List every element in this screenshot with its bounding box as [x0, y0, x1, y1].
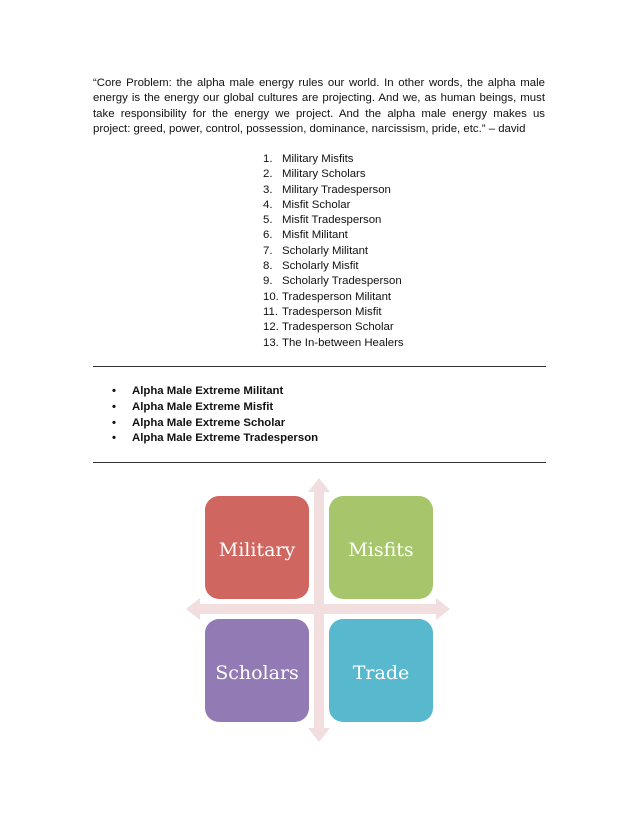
core-problem-quote: “Core Problem: the alpha male energy rules our world. In other words, the alpha male energy is the energy our global cultures are projecting. And we, as human beings, must take responsibility for the energy we project. And the alpha male energy makes us project: greed, power, control, possession, dominance, narcissism, pride, etc.” – david: [93, 77, 545, 135]
list-item-text: Military Misfits: [282, 153, 354, 165]
list-number: 1.: [263, 153, 273, 165]
list-item-text: Scholarly Misfit: [282, 260, 359, 273]
list-number: 8.: [263, 260, 273, 273]
list-number: 11.: [263, 305, 278, 318]
list-item-text: Misfit Militant: [282, 229, 348, 242]
quadrant-label: Scholars: [215, 662, 299, 684]
list-item-text: Misfit Tradesperson: [282, 214, 382, 227]
quadrant-scholars: [205, 619, 309, 722]
list-item-text: Alpha Male Extreme Misfit: [132, 400, 274, 413]
list-number: 7.: [263, 244, 273, 257]
list-item-text: Military Tradesperson: [282, 183, 391, 196]
list-item-text: Military Scholars: [282, 168, 366, 181]
list-number: 4.: [263, 198, 273, 211]
list-item-text: Misfit Scholar: [282, 198, 351, 211]
list-number: 6.: [263, 229, 273, 242]
list-number: 13.: [263, 336, 279, 349]
list-item-text: The In-between Healers: [282, 336, 404, 349]
list-number: 5.: [263, 214, 273, 227]
list-number: 12.: [263, 321, 279, 334]
bullet-icon: •: [112, 416, 116, 429]
list-item-text: Alpha Male Extreme Militant: [132, 385, 284, 397]
list-item-text: Tradesperson Misfit: [282, 305, 382, 318]
list-item-text: Alpha Male Extreme Tradesperson: [132, 432, 319, 445]
list-item-text: Tradesperson Militant: [282, 290, 392, 303]
bullet-icon: •: [112, 400, 116, 413]
list-number: 3.: [263, 183, 273, 196]
list-number: 2.: [263, 168, 273, 181]
bullet-icon: •: [112, 385, 116, 397]
list-number: 10.: [263, 290, 279, 303]
list-item-text: Tradesperson Scholar: [282, 321, 394, 334]
quadrant-trade: [329, 619, 433, 722]
list-item-text: Scholarly Tradesperson: [282, 275, 402, 288]
quadrant-label: Misfits: [348, 539, 414, 561]
quadrant-label: Military: [218, 539, 296, 561]
quadrant-misfits: [329, 496, 433, 599]
bullet-icon: •: [112, 432, 116, 445]
list-item-text: Scholarly Militant: [282, 244, 369, 257]
quadrant-label: Trade: [352, 662, 410, 684]
list-item-text: Alpha Male Extreme Scholar: [132, 416, 286, 429]
quadrant-military: [205, 496, 309, 599]
list-number: 9.: [263, 275, 273, 288]
